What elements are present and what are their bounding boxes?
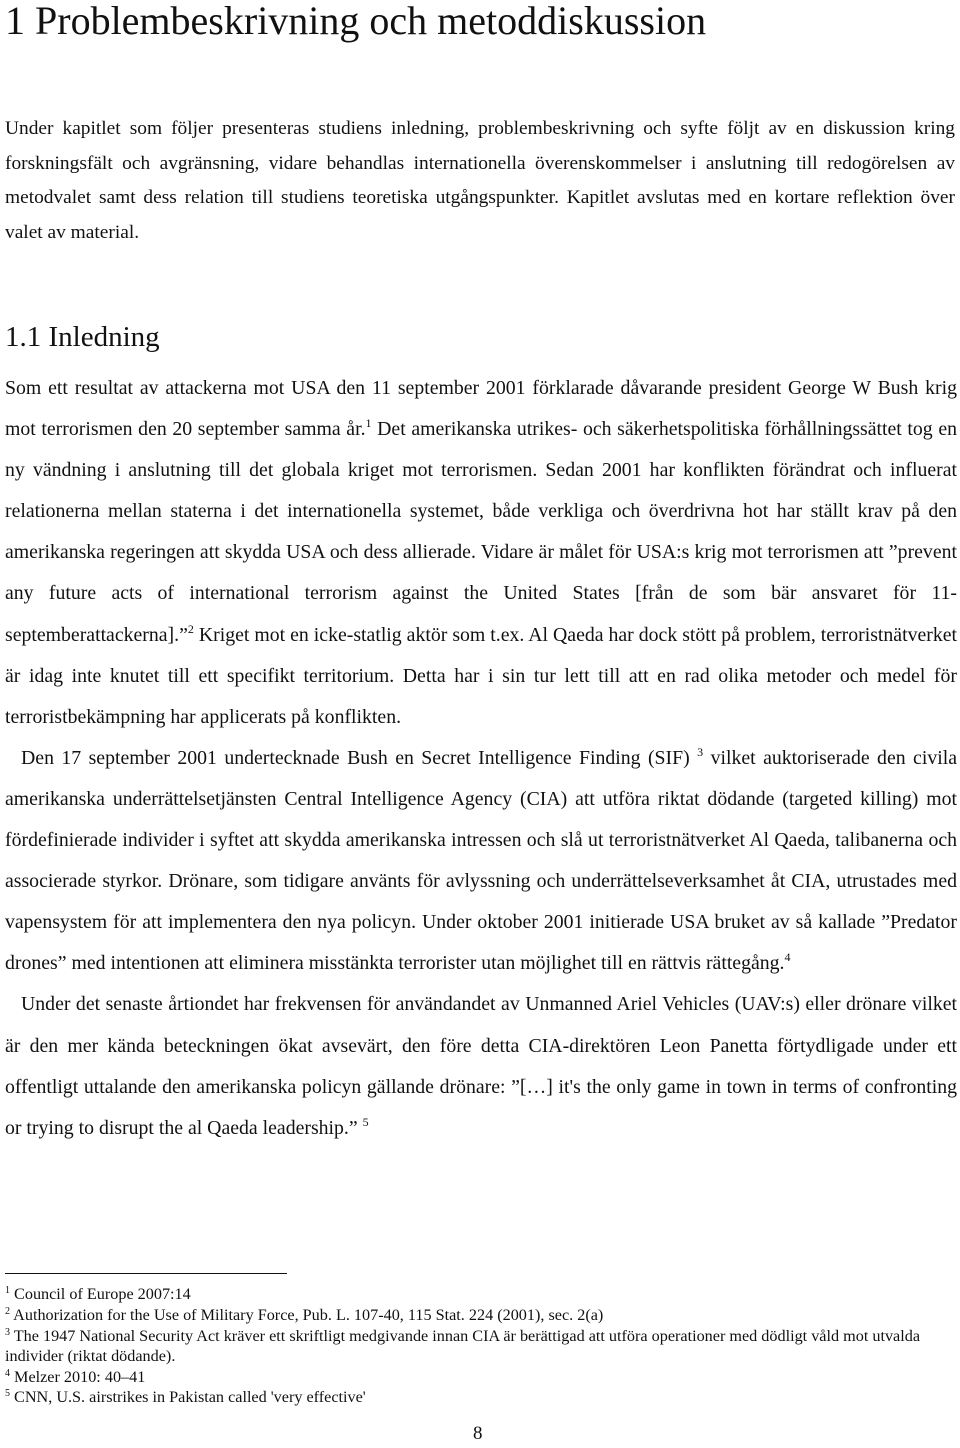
footnote-text: Council of Europe 2007:14 bbox=[14, 1285, 191, 1303]
footnote-number: 2 bbox=[5, 1305, 10, 1317]
footnote-3 bbox=[5, 1326, 955, 1367]
footnote-number: 3 bbox=[5, 1326, 10, 1338]
paragraph-1-part-b: Det amerikanska utrikes- och säkerhetspolitiska förhållningssättet tog en ny vändning i anslutning till det globala kriget mot terrorismen. Sedan 2001 har konflikten förändrat och influerat relationerna mellan staterna i det internationella systemet, både verkliga och överdrivna hot har ställt krav på den amerikanska regeringen att skydda USA och dess allierade. Vidare är målet för USA:s krig mot terrorismen att ”prevent any future acts of international terrorism against the United States [från de som bär ansvaret för 11-septemberattackerna].” bbox=[5, 418, 957, 646]
footnote-ref-4[interactable]: 4 bbox=[784, 950, 791, 965]
footnote-text: Melzer 2010: 40–41 bbox=[14, 1367, 146, 1386]
footnote-ref-3[interactable]: 3 bbox=[697, 744, 704, 759]
footnote-ref-2[interactable]: 2 bbox=[187, 621, 194, 636]
footnote-4 bbox=[5, 1367, 955, 1387]
footnote-1 bbox=[5, 1284, 955, 1304]
footnote-number: 4 bbox=[5, 1367, 10, 1379]
footnote-text: The 1947 National Security Act kräver ett skriftligt medgivande innan CIA är berättigad att utföra operationer med dödligt våld mot utvalda individer (riktat dödande). bbox=[5, 1326, 921, 1365]
paragraph-1-part-c: Kriget mot en icke-statlig aktör som t.ex. Al Qaeda har dock stött på problem, terroristnätverket är idag inte knutet till ett specifikt territorium. Detta har i sin tur lett till att en rad olika metoder och medel för terroristbekämpning har applicerats på konflikten. bbox=[5, 623, 957, 728]
paragraph-2 bbox=[5, 738, 957, 985]
footnote-ref-5[interactable]: 5 bbox=[362, 1114, 369, 1129]
paragraph-1 bbox=[5, 368, 957, 738]
paragraph-3 bbox=[5, 984, 957, 1148]
section-body bbox=[5, 368, 957, 1149]
chapter-title: 1 Problembeskrivning och metoddiskussion bbox=[5, 0, 707, 43]
footnote-5 bbox=[5, 1387, 955, 1407]
footnotes bbox=[5, 1284, 955, 1408]
page-number: 8 bbox=[473, 1423, 483, 1444]
paragraph-2-part-a: Den 17 september 2001 undertecknade Bush en Secret Intelligence Finding (SIF) bbox=[21, 746, 690, 769]
section-title: 1.1 Inledning bbox=[5, 321, 160, 353]
paragraph-1-part-a: Som ett resultat av attackerna mot USA den 11 september 2001 förklarade dåvarande president George W Bush krig mot terrorismen den 20 september samma år. bbox=[5, 377, 957, 441]
paragraph-2-part-b: vilket auktoriserade den civila amerikanska underrättelsetjänsten Central Intelligence Agency (CIA) att utföra riktat dödande (targeted killing) mot fördefinierade individer i syftet att skydda amerikanska intressen och slå ut terroristnätverket Al Qaeda, talibanerna och associerade styrkor. Drönare, som tidigare använts för avlyssning och underrättelseverksamhet åt CIA, utrustades med vapensystem för att implementera den nya policyn. Under oktober 2001 initierade USA bruket av så kallade ”Predator drones” med intentionen att eliminera misstänkta terrorister utan möjlighet till en rättvis rättegång. bbox=[5, 746, 957, 975]
footnote-text: Authorization for the Use of Military Force, Pub. L. 107-40, 115 Stat. 224 (2001), sec. 2(a) bbox=[13, 1305, 604, 1324]
footnote-number: 1 bbox=[5, 1285, 10, 1296]
paragraph-3-part-a: Under det senaste årtiondet har frekvensen för användandet av Unmanned Ariel Vehicles (UAV:s) eller drönare vilket är den mer kända beteckningen ökat avsevärt, den före detta CIA-direktören Leon Panetta förtydligade under ett offentligt uttalande den amerikanska policyn gällande drönare: ”[…] it's the only game in town in terms of confronting or trying to disrupt the al Qaeda leadership.” bbox=[5, 993, 957, 1139]
footnote-text: CNN, U.S. airstrikes in Pakistan called 'very effective' bbox=[14, 1388, 366, 1407]
footnote-2 bbox=[5, 1305, 955, 1325]
chapter-intro: Under kapitlet som följer presenteras studiens inledning, problembeskrivning och syfte följt av en diskussion kring forskningsfält och avgränsning, vidare behandlas internationella överenskommelser i anslutning till redogörelsen av metodvalet samt dess relation till studiens teoretiska utgångspunkter. Kapitlet avslutas med en kortare reflektion över valet av material. bbox=[5, 118, 955, 243]
footnote-number: 5 bbox=[5, 1388, 10, 1400]
footnote-ref-1[interactable]: 1 bbox=[365, 416, 372, 431]
footnote-divider bbox=[5, 1273, 287, 1274]
